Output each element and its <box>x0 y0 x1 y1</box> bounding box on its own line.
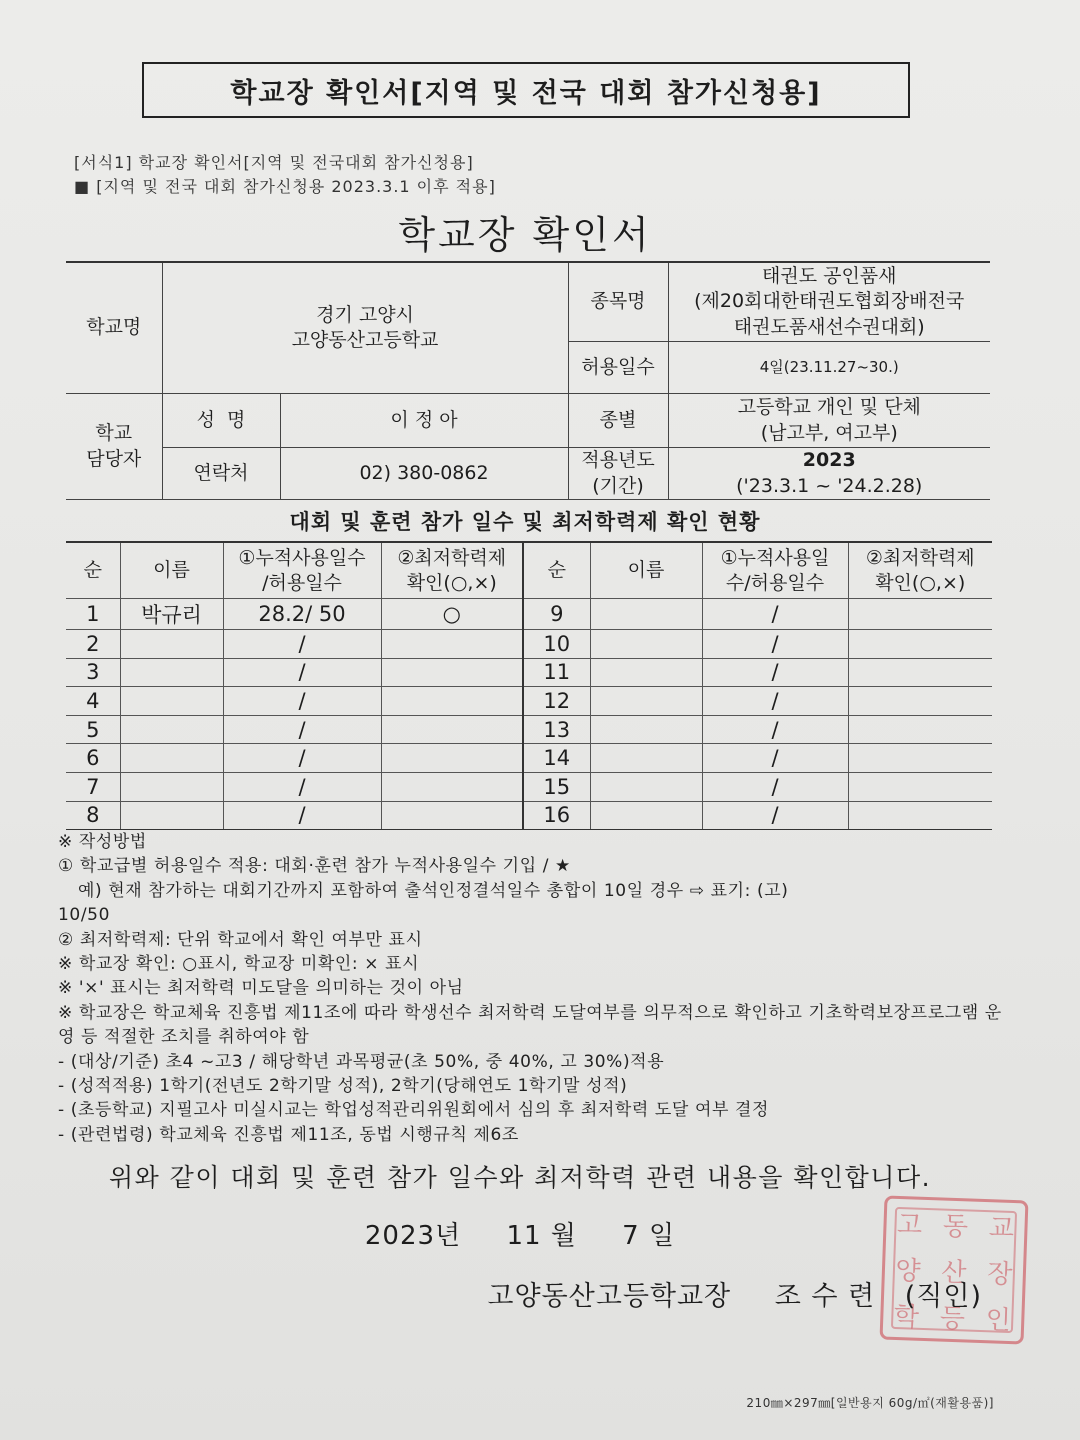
days-used: / <box>702 744 848 773</box>
days-used: / <box>223 715 381 744</box>
min-academic-check <box>381 715 523 744</box>
page-title: 학교장 확인서 <box>398 213 652 257</box>
document-box-title: 학교장 확인서[지역 및 전국 대회 참가신청용] <box>142 62 910 118</box>
principal-signature <box>487 1274 982 1313</box>
manager-label-line-1: 학교 <box>95 422 133 445</box>
row-number: 16 <box>523 801 590 830</box>
category-value <box>668 394 990 448</box>
note-item: - (초등학교) 지필고사 미실시교는 학업성적관리위원회에서 심의 후 최저학력 도달 여부 결정 <box>58 1100 770 1121</box>
student-name <box>590 658 702 687</box>
min-academic-check <box>381 687 523 716</box>
writing-instructions <box>58 830 1003 1147</box>
note-item: ※ 학교장 확인: ○표시, 학교장 미확인: × 표시 <box>58 954 420 975</box>
seal-glyph: 산 <box>940 1257 967 1288</box>
date-month: 11 월 <box>506 1221 577 1251</box>
manager-label <box>66 394 162 500</box>
student-name <box>590 599 702 630</box>
student-name <box>120 658 223 687</box>
col-header-days <box>223 542 381 599</box>
year-label <box>568 448 668 500</box>
col-header-no-right: 순 <box>523 542 590 599</box>
row-number: 6 <box>66 744 120 773</box>
row-number: 4 <box>66 687 120 716</box>
form-number: [서식1] 학교장 확인서[지역 및 전국대회 참가신청용] <box>74 153 474 172</box>
min-academic-check <box>848 630 992 659</box>
student-name: 박규리 <box>120 599 223 630</box>
col-header-check-line-2: 확인(○,×) <box>406 571 497 594</box>
seal-mark-label: (직인) <box>904 1281 982 1312</box>
days-used: / <box>223 744 381 773</box>
col-header-name-right: 이름 <box>590 542 702 599</box>
year-label-line-1: 적용년도 <box>581 449 655 472</box>
col-header-check-line-1: ②최저학력제 <box>397 546 507 569</box>
seal-glyph: 고 <box>896 1209 923 1241</box>
row-number: 1 <box>66 599 120 630</box>
student-name <box>120 687 223 716</box>
event-value <box>668 262 990 342</box>
student-name <box>120 744 223 773</box>
allowed-days-value: 4일(23.11.27~30.) <box>668 342 990 394</box>
min-academic-check <box>381 744 523 773</box>
seal-glyph: 교 <box>988 1212 1015 1244</box>
paper-spec-note: 210㎜×297㎜[일반용지 60g/㎡(재활용품)] <box>746 1396 994 1410</box>
col-header-check <box>381 542 523 599</box>
category-line-1: 고등학교 개인 및 단체 <box>737 396 921 419</box>
seal-glyph: 인 <box>985 1304 1012 1336</box>
table-row <box>66 658 992 687</box>
event-line-2: (제20회대한태권도협회장배전국 <box>694 290 965 313</box>
days-used: / <box>702 801 848 830</box>
student-name <box>590 630 702 659</box>
year-value <box>668 448 990 500</box>
form-scope: ■ [지역 및 전국 대회 참가신청용 2023.3.1 이후 적용] <box>74 177 496 196</box>
student-name <box>120 715 223 744</box>
student-name <box>590 772 702 801</box>
student-name <box>590 801 702 830</box>
student-name <box>590 744 702 773</box>
contact-value: 02) 380-0862 <box>280 448 568 500</box>
note-item: 10/50 <box>58 905 110 926</box>
col-header-days-line-2: /허용일수 <box>262 571 342 594</box>
note-item: - (대상/기준) 초4 ~고3 / 해당학년 과목평균(초 50%, 중 40%, 고 30%)적용 <box>58 1051 665 1072</box>
col-header-check-right-line-1: ②최저학력제 <box>865 546 975 569</box>
row-number: 7 <box>66 772 120 801</box>
confirmation-text: 위와 같이 대회 및 훈련 참가 일수와 최저학력 관련 내용을 확인합니다. <box>108 1163 932 1192</box>
event-line-3: 태권도품새선수권대회) <box>733 315 925 338</box>
student-name <box>120 772 223 801</box>
col-header-days-line-1: ①누적사용일수 <box>238 546 366 569</box>
date-day: 7 일 <box>622 1221 676 1251</box>
note-heading: ※ 작성방법 <box>58 832 147 852</box>
min-academic-check <box>381 630 523 659</box>
min-academic-check <box>848 599 992 630</box>
year-label-line-2: (기간) <box>592 474 644 497</box>
col-header-name: 이름 <box>120 542 223 599</box>
col-header-days-right <box>702 542 848 599</box>
col-header-check-right-line-2: 확인(○,×) <box>875 571 966 594</box>
table-row <box>66 744 992 773</box>
student-name <box>590 715 702 744</box>
days-used: / <box>702 715 848 744</box>
seal-glyph: 장 <box>986 1258 1013 1290</box>
seal-glyph: 양 <box>894 1255 922 1287</box>
student-name <box>120 801 223 830</box>
note-item: - (성적적용) 1학기(전년도 2학기말 성적), 2학기(당해연도 1학기말 성적) <box>58 1076 628 1097</box>
note-item: ※ '×' 표시는 최저학력 미도달을 의미하는 것이 아님 <box>58 978 464 999</box>
min-academic-check <box>848 658 992 687</box>
note-item: ① 학교급별 허용일수 적용: 대회·훈련 참가 누적사용일수 기입 / ★ <box>58 856 571 877</box>
row-number: 9 <box>523 599 590 630</box>
table-row <box>66 715 992 744</box>
row-number: 10 <box>523 630 590 659</box>
manager-name: 이 정 아 <box>280 394 568 448</box>
table-row <box>66 801 992 830</box>
status-title: 대회 및 훈련 참가 일수 및 최저학력제 확인 현황 <box>289 510 761 534</box>
school-label: 학교명 <box>66 262 162 394</box>
row-number: 15 <box>523 772 590 801</box>
note-item: ② 최저학력제: 단위 학교에서 확인 여부만 표시 <box>58 929 423 950</box>
col-header-days-right-line-1: ①누적사용일 <box>720 546 830 569</box>
min-academic-check <box>848 801 992 830</box>
name-label: 성 명 <box>162 394 280 448</box>
seal-glyph: 동 <box>942 1211 969 1242</box>
year-value-period: ('23.3.1 ~ '24.2.28) <box>736 474 923 497</box>
table-row <box>66 630 992 659</box>
days-used: / <box>702 630 848 659</box>
year-value-year: 2023 <box>802 449 856 472</box>
school-line-1: 경기 고양시 <box>316 303 414 326</box>
official-seal-stamp <box>880 1196 1029 1345</box>
manager-label-line-2: 담당자 <box>86 447 142 470</box>
note-item: - (관련법령) 학교체육 진흥법 제11조, 동법 시행규칙 제6조 <box>58 1124 519 1145</box>
min-academic-check <box>848 772 992 801</box>
col-header-check-right <box>848 542 992 599</box>
student-name <box>590 687 702 716</box>
seal-glyph: 학 <box>893 1301 920 1333</box>
info-table <box>66 261 990 500</box>
col-header-no: 순 <box>66 542 120 599</box>
min-academic-check <box>848 744 992 773</box>
row-number: 2 <box>66 630 120 659</box>
date-year: 2023년 <box>364 1221 462 1251</box>
days-used: / <box>223 801 381 830</box>
category-line-2: (남고부, 여고부) <box>760 421 898 444</box>
event-line-1: 태권도 공인품새 <box>761 265 897 288</box>
principal-school: 고양동산고등학교장 <box>487 1281 732 1312</box>
status-table <box>66 541 992 830</box>
note-item: 예) 현재 참가하는 대회기간까지 포함하여 출석인정결석일수 총합이 10일 경우 ⇨ 표기: (고) <box>78 880 789 901</box>
days-used: / <box>702 658 848 687</box>
student-name <box>120 630 223 659</box>
table-row <box>66 772 992 801</box>
min-academic-check <box>381 658 523 687</box>
note-item: ※ 학교장은 학교체육 진흥법 제11조에 따라 학생선수 최저학력 도달여부를 의무적으로 확인하고 기초학력보장프로그램 운영 등 적절한 조치를 취하여야 함 <box>58 1002 1002 1048</box>
school-value <box>162 262 568 394</box>
row-number: 12 <box>523 687 590 716</box>
days-used: / <box>223 658 381 687</box>
seal-glyphs <box>883 1199 1026 1342</box>
days-used: / <box>223 630 381 659</box>
days-used: / <box>223 772 381 801</box>
table-row <box>66 599 992 630</box>
min-academic-check <box>381 772 523 801</box>
days-used: / <box>702 687 848 716</box>
principal-name: 조 수 련 <box>774 1281 876 1312</box>
contact-label: 연락처 <box>162 448 280 500</box>
days-used: / <box>223 687 381 716</box>
days-used: / <box>702 599 848 630</box>
row-number: 11 <box>523 658 590 687</box>
row-number: 13 <box>523 715 590 744</box>
table-row <box>66 687 992 716</box>
row-number: 8 <box>66 801 120 830</box>
min-academic-check: ○ <box>381 599 523 630</box>
row-number: 5 <box>66 715 120 744</box>
min-academic-check <box>848 715 992 744</box>
min-academic-check <box>848 687 992 716</box>
category-label: 종별 <box>568 394 668 448</box>
days-used: 28.2/ 50 <box>223 599 381 630</box>
allowed-days-label: 허용일수 <box>568 342 668 394</box>
seal-glyph: 등 <box>939 1303 966 1334</box>
row-number: 14 <box>523 744 590 773</box>
row-number: 3 <box>66 658 120 687</box>
school-line-2: 고양동산고등학교 <box>291 329 439 351</box>
event-label: 종목명 <box>568 262 668 342</box>
col-header-days-right-line-2: 수/허용일수 <box>725 571 825 594</box>
days-used: / <box>702 772 848 801</box>
min-academic-check <box>381 801 523 830</box>
